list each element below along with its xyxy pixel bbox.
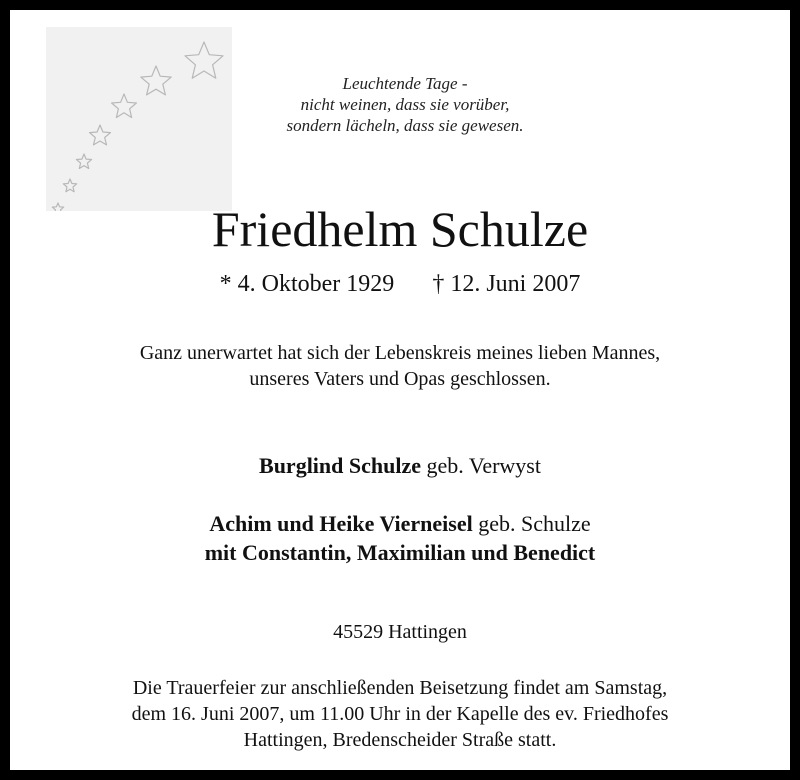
star-shape [76, 154, 91, 169]
mourner-widow [10, 452, 790, 480]
star-shape [63, 179, 76, 192]
mourner-grandchildren: mit Constantin, Maximilian und Benedict [204, 540, 596, 565]
funeral-line: Die Trauerfeier zur anschließenden Beisetzung findet am Samstag, [132, 677, 668, 699]
family-maiden-name: geb. Schulze [478, 511, 591, 536]
motto-line: Leuchtende Tage - [342, 74, 468, 93]
mourning-message [10, 340, 790, 392]
stars-decoration [46, 27, 232, 211]
star-shape [185, 42, 223, 78]
family-names: Achim und Heike Vierneisel [209, 511, 473, 536]
star-shape [112, 94, 137, 118]
death-date: † 12. Juni 2007 [432, 271, 581, 297]
message-line: Ganz unerwartet hat sich der Lebenskreis meines lieben Mannes, [139, 342, 661, 364]
city: 45529 Hattingen [333, 621, 467, 643]
funeral-notice [10, 675, 790, 753]
widow-maiden-name: geb. Verwyst [426, 453, 541, 478]
mourner-family [10, 510, 790, 538]
life-dates [10, 270, 790, 298]
deceased-name: Friedhelm Schulze [211, 201, 589, 257]
obituary-notice [10, 10, 790, 770]
motto-line: sondern lächeln, dass sie gewesen. [286, 116, 524, 135]
message-line: unseres Vaters und Opas geschlossen. [249, 368, 551, 390]
birth-date: * 4. Oktober 1929 [219, 271, 395, 297]
funeral-line: dem 16. Juni 2007, um 11.00 Uhr in der Kapelle des ev. Friedhofes [131, 703, 669, 725]
stars-icon [46, 27, 232, 211]
motto-verse [240, 73, 570, 136]
star-shape [141, 66, 171, 95]
star-shape [90, 125, 111, 145]
motto-line: nicht weinen, dass sie vorüber, [300, 95, 510, 114]
widow-name: Burglind Schulze [259, 453, 421, 478]
funeral-line: Hattingen, Bredenscheider Straße statt. [243, 729, 557, 751]
